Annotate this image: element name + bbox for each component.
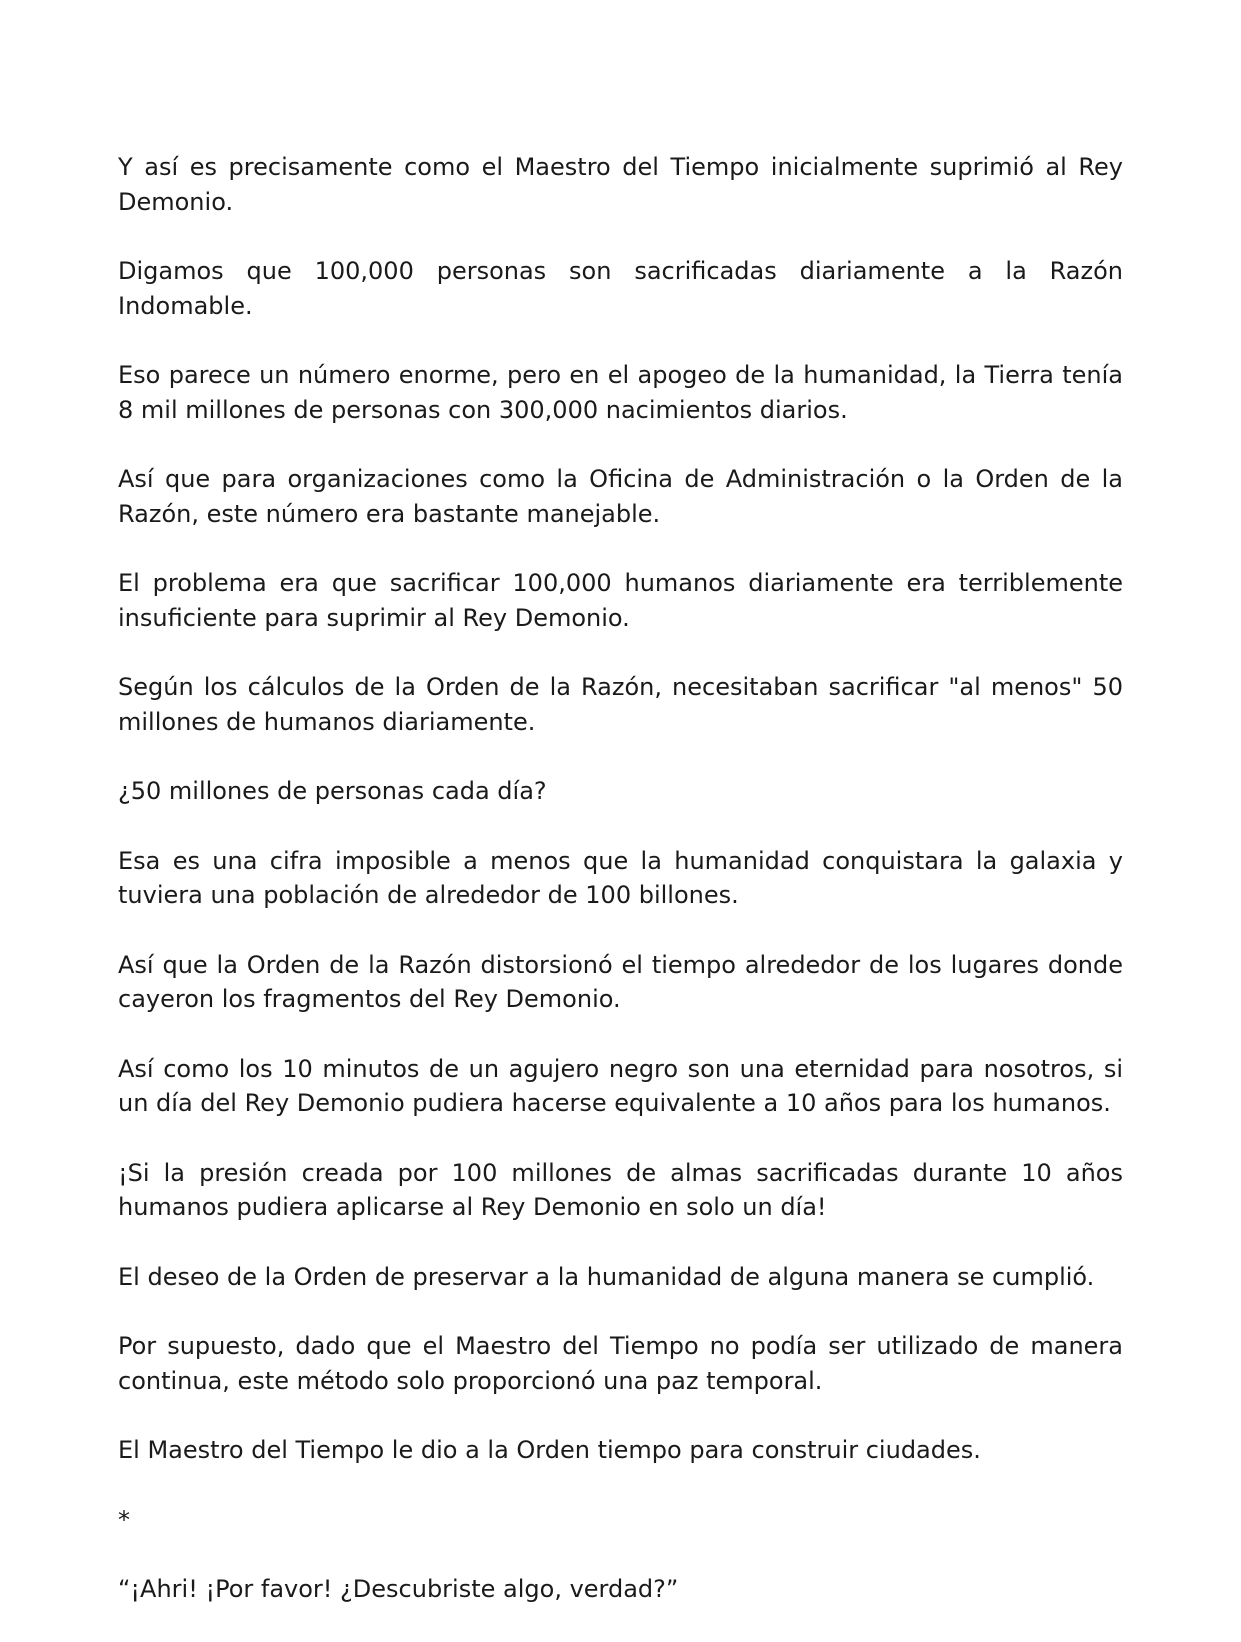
paragraph-2: Digamos que 100,000 personas son sacrificadas diariamente a la Razón Indomable. <box>118 257 1123 320</box>
paragraph-9: Así que la Orden de la Razón distorsionó el tiempo alrededor de los lugares donde cayeron los fragmentos del Rey Demonio. <box>118 950 1123 1013</box>
paragraph-3: Eso parece un número enorme, pero en el apogeo de la humanidad, la Tierra tenía 8 mil millones de personas con 300,000 nacimientos diarios. <box>118 361 1123 424</box>
scene-break: * <box>118 1505 130 1534</box>
paragraph-5: El problema era que sacrificar 100,000 humanos diariamente era terriblemente insuficiente para suprimir al Rey Demonio. <box>118 569 1123 632</box>
document-body <box>118 150 1123 1642</box>
paragraph-6: Según los cálculos de la Orden de la Razón, necesitaban sacrificar "al menos" 50 millones de humanos diariamente. <box>118 673 1123 736</box>
paragraph-12: El deseo de la Orden de preservar a la humanidad de alguna manera se cumplió. <box>118 1262 1095 1291</box>
paragraph-13: Por supuesto, dado que el Maestro del Tiempo no podía ser utilizado de manera continua, este método solo proporcionó una paz temporal. <box>118 1332 1123 1395</box>
paragraph-10: Así como los 10 minutos de un agujero negro son una eternidad para nosotros, si un día del Rey Demonio pudiera hacerse equivalente a 10 años para los humanos. <box>118 1054 1123 1117</box>
paragraph-8: Esa es una cifra imposible a menos que la humanidad conquistara la galaxia y tuviera una población de alrededor de 100 billones. <box>118 846 1123 909</box>
paragraph-1: Y así es precisamente como el Maestro del Tiempo inicialmente suprimió al Rey Demonio. <box>118 153 1123 216</box>
paragraph-11: ¡Si la presión creada por 100 millones de almas sacrificadas durante 10 años humanos pudiera aplicarse al Rey Demonio en solo un día! <box>118 1158 1123 1221</box>
paragraph-7: ¿50 millones de personas cada día? <box>118 777 547 805</box>
paragraph-15: “¡Ahri! ¡Por favor! ¿Descubriste algo, verdad?” <box>118 1575 679 1603</box>
paragraph-14: El Maestro del Tiempo le dio a la Orden tiempo para construir ciudades. <box>118 1436 981 1464</box>
paragraph-4: Así que para organizaciones como la Oficina de Administración o la Orden de la Razón, este número era bastante manejable. <box>118 465 1123 528</box>
